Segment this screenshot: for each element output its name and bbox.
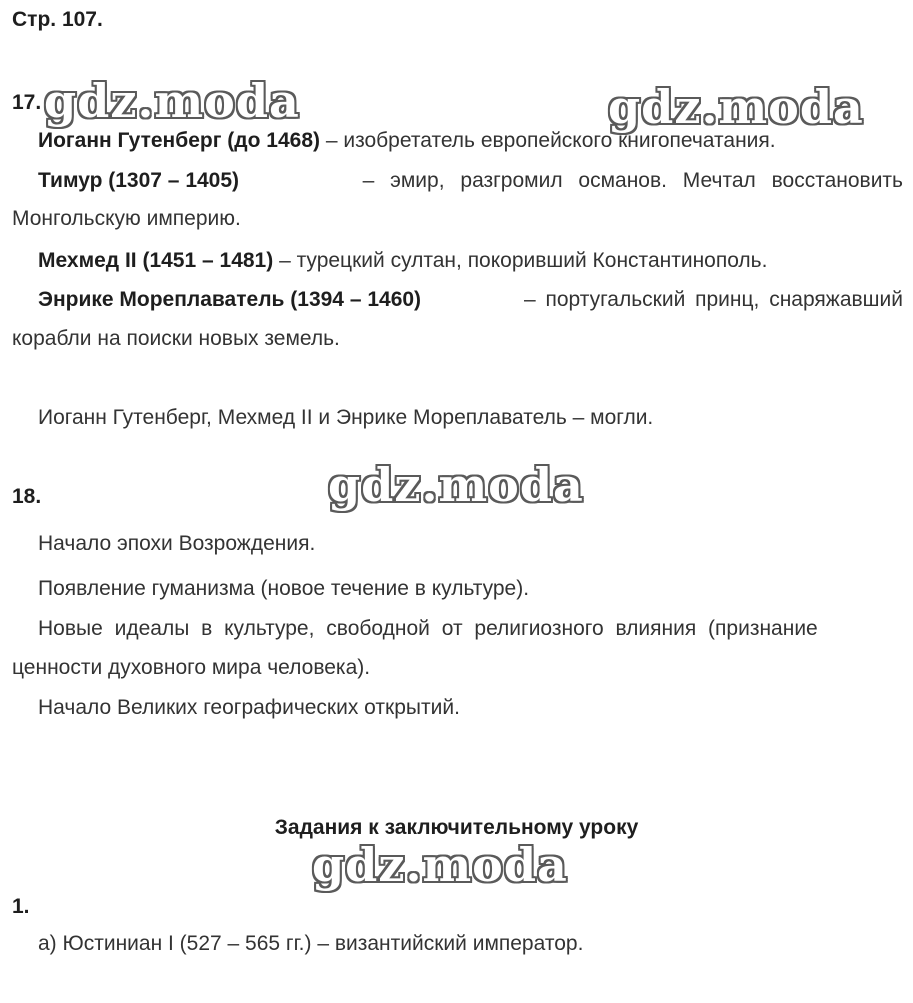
answer-text: а) Юстиниан I (527 – 565 гг.) – византийский император. bbox=[38, 932, 584, 955]
person-name: Тимур (1307 – 1405) bbox=[38, 169, 240, 192]
list-item: Начало эпохи Возрождения. bbox=[38, 532, 316, 555]
watermark: gdz.moda bbox=[608, 80, 864, 134]
person-name: Мехмед II (1451 – 1481) bbox=[38, 249, 274, 272]
watermark: gdz.moda bbox=[312, 838, 568, 892]
person-description: – турецкий султан, покоривший Константинополь. bbox=[273, 249, 768, 272]
list-item bbox=[38, 287, 903, 313]
person-description: – португальский принц, снаряжавший bbox=[523, 288, 903, 311]
list-item bbox=[38, 168, 903, 194]
task-number: 17. bbox=[12, 91, 42, 114]
list-item: Начало Великих географических открытий. bbox=[38, 696, 460, 719]
person-description: – изобретатель европейского книгопечатания. bbox=[320, 129, 776, 152]
section-heading: Задания к заключительному уроку bbox=[274, 816, 639, 839]
list-item bbox=[38, 248, 903, 274]
person-description: – эмир, разгромил османов. Мечтал восстановить bbox=[362, 169, 903, 192]
list-item-continuation: корабли на поиски новых земель. bbox=[12, 327, 340, 350]
list-item-continuation: Монгольскую империю. bbox=[12, 207, 241, 230]
page-header: Стр. 107. bbox=[12, 8, 103, 31]
list-item: Появление гуманизма (новое течение в культуре). bbox=[38, 577, 530, 600]
task-number: 18. bbox=[12, 485, 42, 508]
conclusion-text: Иоганн Гутенберг, Мехмед II и Энрике Мореплаватель – могли. bbox=[38, 406, 654, 429]
list-item: Новые идеалы в культуре, свободной от религиозного влияния (признание bbox=[38, 617, 818, 640]
watermark: gdz.moda bbox=[328, 458, 584, 512]
task-number: 1. bbox=[12, 895, 30, 918]
list-item-continuation: ценности духовного мира человека). bbox=[12, 656, 371, 679]
list-item bbox=[38, 128, 903, 154]
watermark: gdz.moda bbox=[44, 74, 300, 128]
person-name: Энрике Мореплаватель (1394 – 1460) bbox=[38, 288, 422, 311]
person-name: Иоганн Гутенберг (до 1468) bbox=[38, 129, 320, 152]
